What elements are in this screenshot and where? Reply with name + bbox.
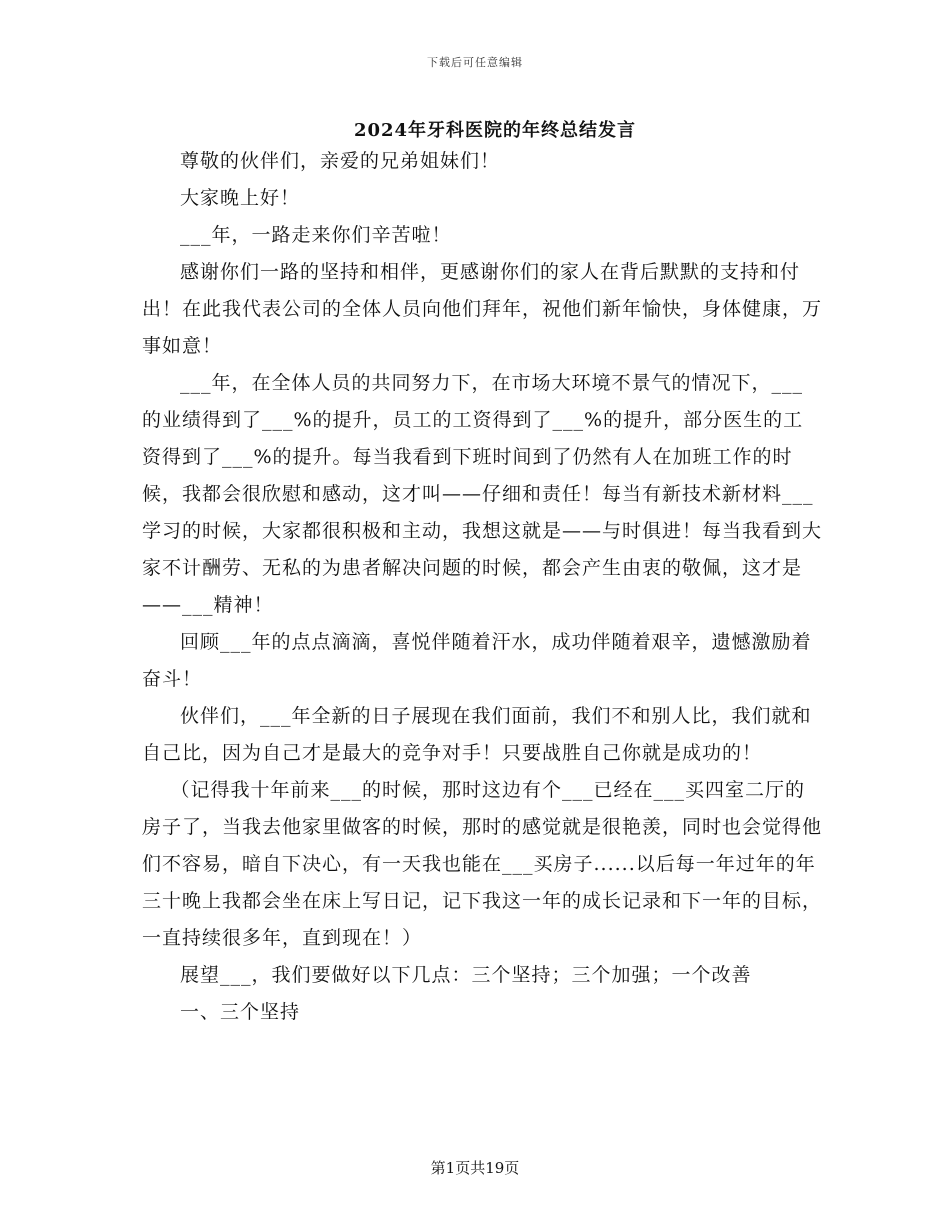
- paragraph-outlook: 展望___，我们要做好以下几点：三个坚持；三个加强；一个改善: [180, 964, 752, 986]
- paragraph-personal-story: （记得我十年前来___的时候，那时这边有个___已经在___买四室二厅的房子了，当我去他家里做客的时候，那时的感觉就是很艳羡，同时也会觉得他们不容易，暗自下决心，有一天我也能在___买房子......以后每一年过年的年三十晚上我都会坐在床上写日记，记下我这一年的成长记录和下一年的目标，一直持续很多年，直到现在！）: [142, 779, 823, 949]
- paragraph-good-evening: 大家晚上好！: [180, 187, 301, 209]
- paragraph-looking-back: 回顾___年的点点滴滴，喜悦伴随着汗水，成功伴随着艰辛，遗憾激励着奋斗！: [142, 631, 812, 690]
- document-title: 2024年牙科医院的年终总结发言: [353, 120, 637, 141]
- page-number: 第1页共19页: [430, 1159, 520, 1177]
- section-heading-three-persistences: 一、三个坚持: [180, 1001, 301, 1023]
- paragraph-greeting: 尊敬的伙伴们，亲爱的兄弟姐妹们！: [180, 150, 501, 172]
- paragraph-year-review: ___年，一路走来你们辛苦啦！: [180, 224, 452, 246]
- paragraph-new-year: 伙伴们，___年全新的日子展现在我们面前，我们不和别人比，我们就和自己比，因为自己才是最大的竞争对手！只要战胜自己你就是成功的！: [142, 705, 812, 764]
- document-body: [142, 143, 822, 1031]
- page-header-note: 下载后可任意编辑: [427, 56, 523, 69]
- paragraph-thanks: 感谢你们一路的坚持和相伴，更感谢你们的家人在背后默默的支持和付出！在此我代表公司的全体人员向他们拜年，祝他们新年愉快，身体健康，万事如意！: [142, 261, 823, 357]
- paragraph-achievements: ___年，在全体人员的共同努力下，在市场大环境不景气的情况下，___的业绩得到了___%的提升，员工的工资得到了___%的提升，部分医生的工资得到了___%的提升。每当我看到下班时间到了仍然有人在加班工作的时候，我都会很欣慰和感动，这才叫——仔细和责任！每当有新技术新材料___学习的时候，大家都很积极和主动，我想这就是——与时俱进！每当我看到大家不计酬劳、无私的为患者解决问题的时候，都会产生由衷的敬佩，这才是——___精神！: [142, 372, 823, 616]
